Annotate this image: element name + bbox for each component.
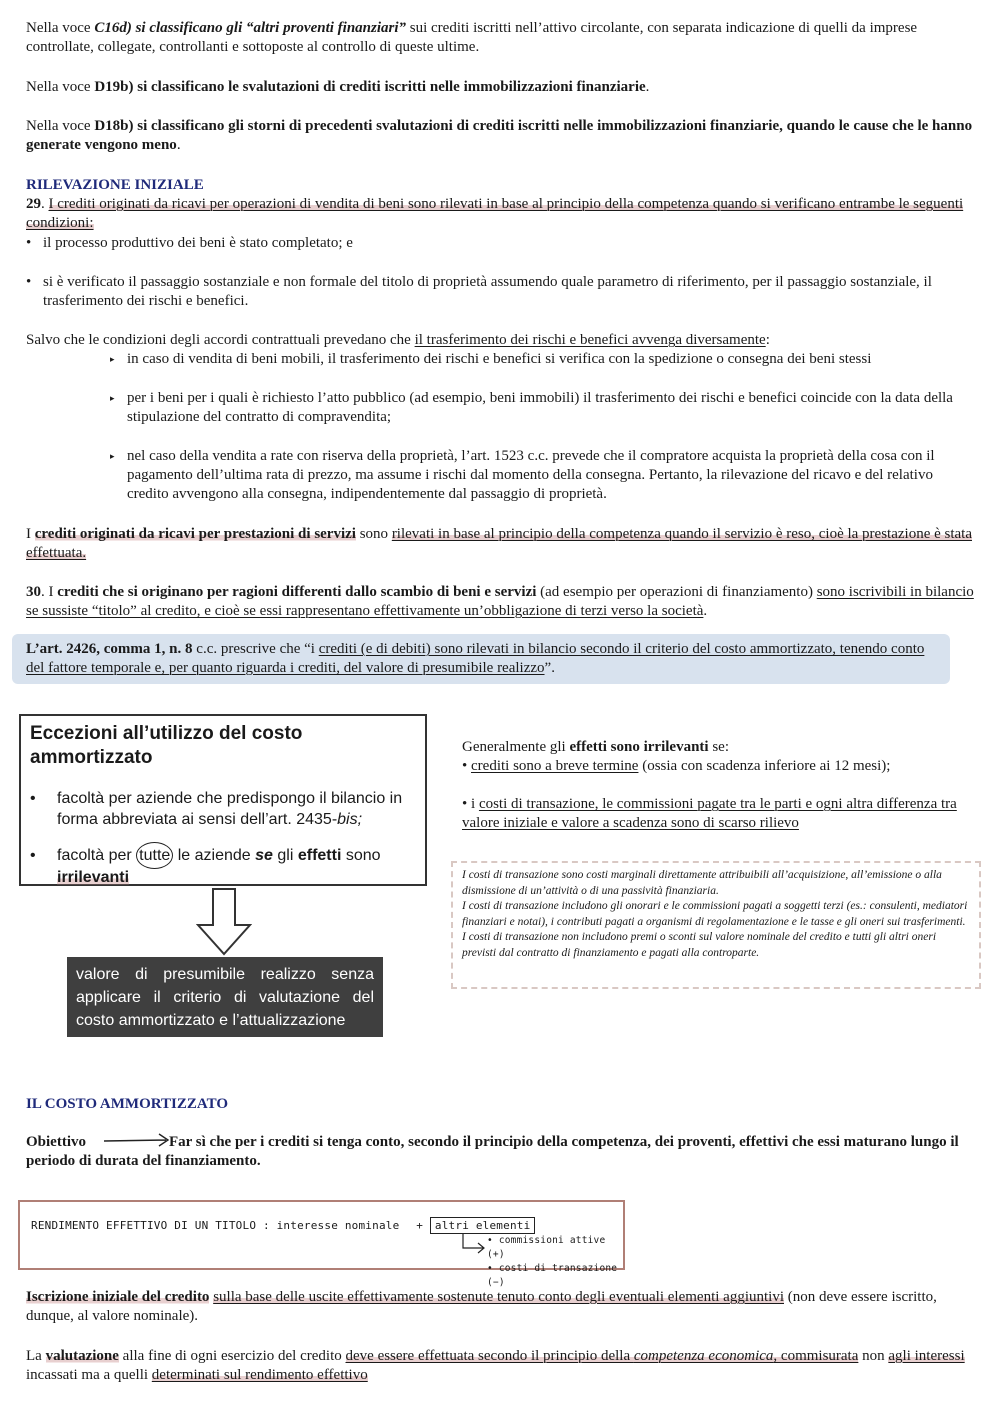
list-item: • il processo produttivo dei beni è stato completato; e [26, 235, 353, 251]
eccezioni-item-irrilevanti: • facoltà per tutte le aziende se gli effetti sono irrilevanti [30, 845, 417, 889]
paragraph-d18: Nella voce D18b) si classificano gli storni di precedenti svalutazioni di crediti iscritti nelle immobilizzazioni finanziarie, quando le cause che le hanno generate vengono meno. [26, 118, 973, 153]
paragraph-iscrizione: Iscrizione iniziale del credito sulla base delle uscite effettivamente sostenute tenuto conto degli eventuali elementi aggiuntivi (non deve essere iscritto, dunque, al valore nominale). [26, 1289, 937, 1324]
altri-elementi-box: altri elementi [430, 1217, 536, 1234]
eccezioni-item-abbreviata: • facoltà per aziende che predispongo il bilancio in forma abbreviata ai sensi dell’art. 2435-bis; [30, 790, 403, 828]
paragraph-c16: Nella voce C16d) si classificano gli “altri proventi finanziari” sui crediti iscritti nell’attivo circolante, con separata indicazione di quelli da imprese controllate, collegate, controllanti e sottoposte al controllo di queste ultime. [26, 20, 918, 55]
triangle-bullet-icon: ▸ [110, 354, 115, 364]
eccezioni-title: Eccezioni all’utilizzo del costo ammortizzato [30, 723, 303, 768]
obiettivo-text: Far sì che per i crediti si tenga conto, secondo il principio della competenza, dei proventi, effettivi che essi maturano lungo il periodo di durata del finanziamento. [26, 1134, 959, 1169]
obiettivo-label: Obiettivo [26, 1134, 86, 1150]
eccezioni-box [19, 714, 427, 886]
obiettivo-block [26, 1133, 974, 1171]
art-2426-text: L’art. 2426, comma 1, n. 8 c.c. prescrive che “i crediti (e di debiti) sono rilevati in bilancio secondo il criterio del costo ammortizzato, tenendo conto del fattore temporale e, per quanto riguarda i crediti, del valore di presumibile realizzo”. [26, 641, 925, 676]
rendimento-elementi: • commissioni attive (+) • costi di transazione (−) [487, 1235, 618, 1288]
effetti-bullet-breve-termine: • crediti sono a breve termine (ossia con scadenza inferiore ai 12 mesi); [462, 758, 891, 774]
paragraph-30: 30. I crediti che si originano per ragioni differenti dallo scambio di beni e servizi (ad esempio per operazioni di finanziamento) sono iscrivibili in bilancio se sussiste “titolo” al credito, e cioè se essi rappresentano effettivamente un’obbligazione di terzi verso la società. [26, 584, 974, 619]
rendimento-formula: RENDIMENTO EFFETTIVO DI UN TITOLO : interesse nominale + altri elementi [31, 1216, 535, 1235]
list-item: • si è verificato il passaggio sostanziale e non formale del titolo di proprietà assumendo quale parametro di riferimento, per il passaggio sostanziale, il trasferimento dei rischi e benefici. [26, 274, 932, 309]
effetti-intro: Generalmente gli effetti sono irrilevanti se: [462, 739, 730, 755]
bullet-icon: • [26, 274, 32, 290]
bent-arrow-icon [460, 1233, 488, 1255]
effetti-bullet-costi: • i costi di transazione, le commissioni pagate tra le parti e ogni altra differenza tra valore iniziale e valore a scadenza sono di scarso rilievo [462, 796, 957, 831]
voce-c16: C16d) si classificano gli “altri proventi finanziari” [94, 20, 407, 36]
rendimento-box [18, 1200, 625, 1288]
triangle-bullet-icon: ▸ [110, 451, 115, 461]
paragraph-d19: Nella voce D19b) si classificano le svalutazioni di crediti iscritti nelle immobilizzazioni finanziarie. [26, 79, 650, 95]
bullet-icon: • [30, 847, 36, 864]
list-item: ▸ nel caso della vendita a rate con riserva della proprietà, l’art. 1523 c.c. prevede che il compratore acquista la proprietà della cosa con il pagamento dell’ultima rata di prezzo, ma assume i rischi dal momento della consegna. Pertanto, la rilevazione del ricavo e del relativo credito avvengono alla consegna, indipendentemente dal passaggio di proprietà. [110, 448, 935, 502]
down-arrow-icon [196, 888, 252, 956]
paragraph-servizi: I crediti originati da ricavi per prestazioni di servizi sono rilevati in base al principio della competenza quando il servizio è reso, cioè la prestazione è stata effettuata. [26, 526, 972, 561]
valore-presumibile-box: valore di presumibile realizzo senza applicare il criterio di valutazione del costo ammortizzato e l’attualizzazione [67, 957, 383, 1037]
heading-rilevazione-iniziale: RILEVAZIONE INIZIALE [26, 177, 204, 193]
list-item: ▸ per i beni per i quali è richiesto l’atto pubblico (ad esempio, beni immobili) il trasferimento dei rischi e benefici coincide con la data della stipulazione del contratto di compravendita; [110, 390, 953, 425]
circled-word: tutte [136, 842, 173, 869]
costi-transazione-note: I costi di transazione sono costi marginali direttamente attribuibili all’acquisizione, all’emissione o alla dismissione di un’attività o di una passività finanziaria. I costi di transazione includono gli onorari e le commissioni pagati a soggetti terzi (es.: consulenti, mediatori finanziari e notai), i contributi pagati a organismi di regolamentazione e le tasse e gli oneri sui trasferimenti. I costi di transazione non includono premi o sconti sul valore nominale del credito e tutti gli altri oneri previsti dal contratto di finanziamento e pagati alla controparte. [451, 861, 981, 989]
effetti-irrilevanti-block [462, 738, 982, 833]
paragraph-salvo: Salvo che le condizioni degli accordi contrattuali prevedano che il trasferimento dei rischi e benefici avvenga diversamente: [26, 332, 770, 348]
bullet-icon: • [30, 790, 36, 807]
bullet-icon: • [26, 235, 32, 251]
paragraph-valutazione: La valutazione alla fine di ogni esercizio del credito deve essere effettuata secondo il principio della competenza economica, commisurata non agli interessi incassati ma a quelli determinati sul rendimento effettivo [26, 1348, 965, 1383]
heading-costo-ammortizzato: IL COSTO AMMORTIZZATO [26, 1096, 229, 1112]
art-2426-box [12, 634, 950, 684]
paragraph-29: 29. I crediti originati da ricavi per operazioni di vendita di beni sono rilevati in base al principio della competenza quando si verificano entrambe le seguenti condizioni: [26, 196, 964, 231]
list-item: ▸ in caso di vendita di beni mobili, il trasferimento dei rischi e benefici si verifica con la spedizione o consegna dei beni stessi [110, 351, 872, 367]
triangle-bullet-icon: ▸ [110, 393, 115, 403]
right-arrow-icon [102, 1131, 174, 1149]
